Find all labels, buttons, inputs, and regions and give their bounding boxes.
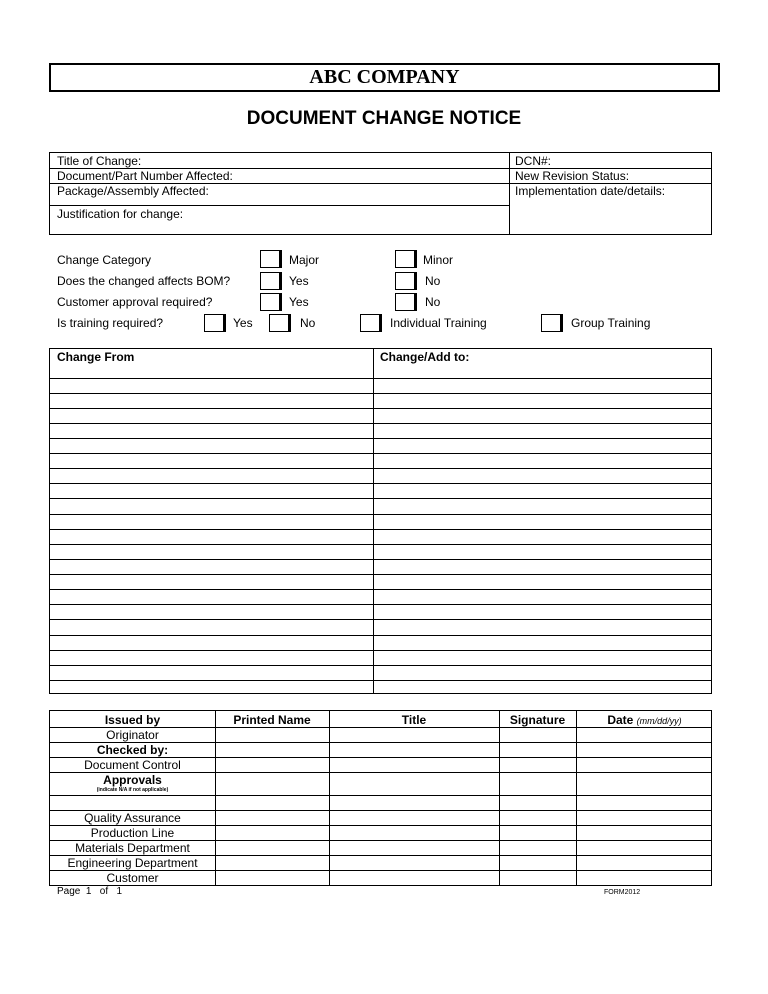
table-row[interactable]	[50, 529, 711, 530]
bom-yes-checkbox[interactable]	[260, 272, 282, 290]
table-row[interactable]	[50, 423, 711, 424]
change-to-header: Change/Add to:	[380, 350, 470, 364]
major-label: Major	[289, 253, 320, 267]
bom-yes-label: Yes	[289, 274, 309, 288]
customer-label: Customer	[106, 871, 159, 885]
page-number: Page 1 of 1	[57, 886, 123, 897]
bom-no-checkbox[interactable]	[395, 272, 417, 290]
table-row[interactable]	[50, 438, 711, 439]
minor-label: Minor	[423, 253, 454, 267]
approvals-note: (indicate N/A if not applicable)	[96, 787, 169, 793]
table-row[interactable]	[50, 680, 711, 681]
customer-no-label: No	[425, 295, 441, 309]
table-row[interactable]	[50, 544, 711, 545]
customer-no-checkbox[interactable]	[395, 293, 417, 311]
customer-yes-checkbox[interactable]	[260, 293, 282, 311]
table-row[interactable]	[50, 468, 711, 469]
table-row[interactable]	[50, 604, 711, 605]
header-divider	[509, 153, 510, 234]
justification-field[interactable]: Justification for change:	[57, 207, 184, 221]
table-row[interactable]	[50, 483, 711, 484]
major-checkbox[interactable]	[260, 250, 282, 268]
table-row[interactable]	[50, 589, 711, 590]
change-table-divider	[373, 349, 374, 693]
approval-table	[49, 710, 712, 886]
document-title: DOCUMENT CHANGE NOTICE	[246, 108, 522, 129]
date-format-hint: (mm/dd/yy)	[636, 716, 682, 726]
customer-approval-label: Customer approval required?	[57, 295, 213, 309]
training-yes-checkbox[interactable]	[204, 314, 226, 332]
change-category-label: Change Category	[57, 253, 152, 267]
checked-by-label: Checked by:	[96, 743, 169, 757]
change-from-header: Change From	[57, 350, 135, 364]
training-no-checkbox[interactable]	[269, 314, 291, 332]
title-of-change-field[interactable]: Title of Change:	[57, 154, 142, 168]
individual-training-label: Individual Training	[390, 316, 487, 330]
form-code: FORM2012	[604, 889, 641, 896]
table-row[interactable]	[50, 574, 711, 575]
bom-no-label: No	[425, 274, 441, 288]
approvals-label: Approvals	[103, 773, 162, 787]
production-line-label: Production Line	[90, 826, 175, 840]
affects-bom-label: Does the changed affects BOM?	[57, 274, 231, 288]
table-row[interactable]	[50, 393, 711, 394]
table-row[interactable]	[50, 635, 711, 636]
change-table	[49, 348, 712, 694]
minor-checkbox[interactable]	[395, 250, 417, 268]
group-training-label: Group Training	[571, 316, 651, 330]
individual-training-checkbox[interactable]	[360, 314, 382, 332]
group-training-checkbox[interactable]	[541, 314, 563, 332]
training-yes-label: Yes	[233, 316, 253, 330]
dcn-field[interactable]: DCN#:	[515, 154, 552, 168]
materials-department-label: Materials Department	[75, 841, 190, 855]
table-row[interactable]	[50, 665, 711, 666]
new-revision-status-field[interactable]: New Revision Status:	[515, 169, 630, 183]
table-row[interactable]	[50, 453, 711, 454]
company-header-box	[49, 63, 720, 92]
issued-by-header: Issued by	[104, 713, 161, 727]
table-row[interactable]	[50, 650, 711, 651]
header-info-table	[49, 152, 712, 235]
company-name: ABC COMPANY	[309, 66, 460, 88]
table-row[interactable]	[50, 408, 711, 409]
date-header: Date (mm/dd/yy)	[607, 713, 682, 727]
table-row[interactable]	[50, 559, 711, 560]
quality-assurance-label: Quality Assurance	[84, 811, 181, 825]
training-label: Is training required?	[57, 316, 164, 330]
signature-header: Signature	[509, 713, 566, 727]
table-row[interactable]	[50, 498, 711, 499]
training-no-label: No	[300, 316, 316, 330]
table-row[interactable]	[50, 514, 711, 515]
document-control-label: Document Control	[84, 758, 181, 772]
title-header: Title	[401, 713, 427, 727]
table-row[interactable]	[50, 619, 711, 620]
table-row[interactable]	[50, 378, 711, 379]
originator-label: Originator	[106, 728, 159, 742]
package-assembly-field[interactable]: Package/Assembly Affected:	[57, 184, 209, 198]
printed-name-header: Printed Name	[233, 713, 311, 727]
customer-yes-label: Yes	[289, 295, 309, 309]
implementation-date-field[interactable]: Implementation date/details:	[515, 184, 666, 198]
engineering-department-label: Engineering Department	[67, 856, 198, 870]
document-part-number-field[interactable]: Document/Part Number Affected:	[57, 169, 233, 183]
